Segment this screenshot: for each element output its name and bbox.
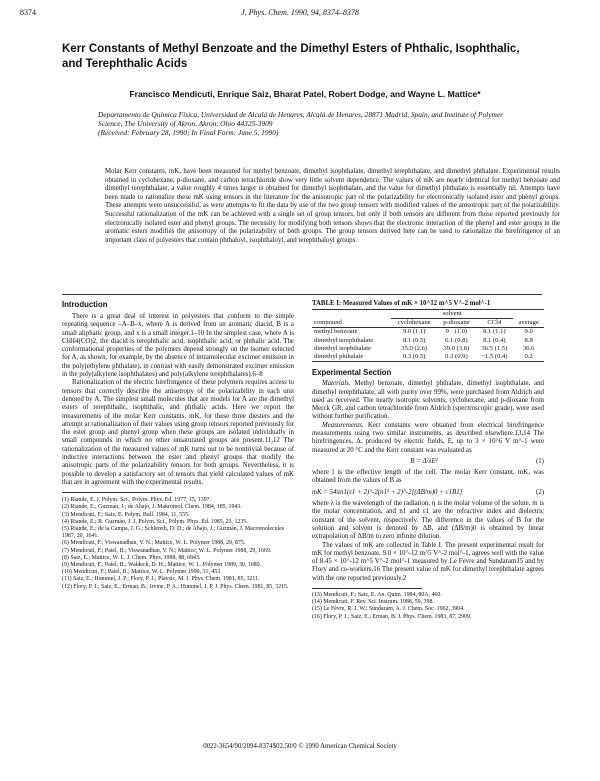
measurements-text: Kerr constants were obtained from electrical birefringence measurements using two similar instruments, as described elsewhere.13,14 The birefringences, Δ, produced by electric fields, E, up to 3 × 10^6 V m^-1 were measured at 20 °C and the Kerr constant was evaluated as	[312, 421, 544, 454]
table-cell: dimethyl terephthalate	[314, 336, 374, 344]
column-header: CCl4	[487, 319, 502, 327]
references-left	[62, 497, 294, 591]
reference: (13) Mendicuti, F.; Saiz, E. An. Quim. 1984, 80A, 460.	[312, 592, 442, 599]
right-column	[312, 300, 544, 621]
materials-text: Methyl benzoate, dimethyl phthalate, dimethyl isophthalate, and dimethyl terephthalate, all with purity over 99%, were purchased from Aldrich and used as received. The nearly isotropic solvents, cyclohexane, and p-dioxane from Merck GR, and carbon tetrachloride from Aldrich (spectroscopic grade), were used without further purification.	[312, 380, 544, 421]
equation-2-number: (2)	[535, 488, 544, 496]
reference: (4) Riande, E.; R. Guzmán, J. J. Polym. Sci., Polym. Phys. Ed. 1985, 23, 1235.	[62, 518, 248, 525]
table-cell: 8.1 (0.4)	[483, 336, 506, 344]
received-dates: (Received: February 28, 1990; In Final Form: June 5, 1990)	[98, 128, 279, 138]
table-cell: 6.1 (0.8)	[445, 336, 468, 344]
reference: (6) Mendicuti, F.; Viswanadhan, V. N.; Mattice, W. L. Polymer 1988, 29, 875.	[62, 540, 246, 547]
table-cell: methyl benzoate	[314, 328, 358, 336]
equation-1	[312, 458, 544, 466]
article-title: Kerr Constants of Methyl Benzoate and the Dimethyl Esters of Phthalic, Isophthalic, and Terephthalic Acids	[62, 43, 520, 70]
table-row	[312, 328, 544, 336]
page-number: 8374	[20, 8, 36, 17]
table-header-row	[312, 310, 544, 319]
intro-paragraph-1: There is a great deal of interest in polyesters that conform to the simple repeating sequence –A–B–x, where A is derived from an aromatic diacid, B is a small aliphatic group, and x is a small integer.1–10 In the simplest case, where A is C6H4(CO)2, the diacid is terephthalic acid, isophthalic acid, or phthalic acid. The conformational properties of the polymers depend strongly on the isomer selected for A, as shown, for example, by the absence of intramolecular excimer emission in the poly(ethylene phthalate), in contrast with easily demonstrated excimer emission in the poly(alkylene isophthalates) and poly(alkylene terephthalates).6–8	[62, 313, 294, 379]
column-header: compound	[314, 318, 342, 326]
affiliation	[98, 110, 518, 138]
footnote-rule	[312, 588, 422, 589]
materials-paragraph	[312, 380, 544, 421]
equation-2	[312, 489, 544, 497]
table-cell: 8.8	[524, 336, 533, 344]
table-cell: 36.5 (1.5)	[481, 344, 508, 352]
affiliation-text: Departamento de Química Física, Universidad de Alcalá de Henares, Alcalá de Henares, 28871 Madrid, Spain, and Institute of Polymer Science, The University of Akron, Akron, Ohio 44325-3909	[98, 110, 503, 129]
table-cell: dimethyl isophthalate	[314, 344, 371, 352]
column-header: average	[518, 318, 539, 326]
reference: (8) Saiz, E.; Mattice, W. L. J. Chem. Phys. 1988, 88, 6843.	[62, 554, 201, 561]
experimental-body	[312, 380, 544, 583]
equation-1-text: B = Δ/λE²	[410, 457, 438, 465]
table-cell: 8.1 (1.1)	[483, 328, 506, 336]
after-eq1-text: where l is the effective length of the cell. The molar Kerr constant, mK, was obtained from the values of B as	[312, 469, 544, 485]
table-cell: 9 · (1.0)	[445, 328, 468, 336]
reference: (12) Flory, P. J.; Saiz, E.; Erman, B.; Irvine, P. A.; Hummel, J. P. J. Phys. Chem. 1981, 85, 3215.	[62, 583, 289, 590]
left-column	[62, 300, 294, 591]
reference: (5) Riande, E.; de la Campa, J. G.; Schlereth, D. D.; de Abajo, J.; Guzmán, J. Macromolecules 1987, 20, 1641.	[62, 526, 285, 540]
table-row	[312, 353, 544, 361]
table-row	[312, 337, 544, 345]
measurements-label: Measurements.	[322, 421, 364, 429]
table-cell: dimethyl phthalate	[314, 353, 364, 361]
footnote-rule	[62, 492, 172, 493]
table-cell: 35.0 (2.6)	[401, 344, 428, 352]
table-cell: 36.6	[522, 344, 535, 352]
references-right	[312, 592, 544, 621]
reference: (7) Mendicuti, F.; Patel, B.; Viswanadhan, V. N.; Mattice, W. L. Polymer 1988, 29, 1669.	[62, 547, 272, 554]
reference: (2) Riande, E.; Guzmán, J.; de Abajo, J. Makromol. Chem. 1984, 185, 1943.	[62, 504, 242, 511]
table-header-row	[312, 319, 544, 328]
intro-paragraph-2: Rationalization of the electric birefringence of these polymers requires access to tensors that correctly describe the anisotropy of the polarizability in each unit denoted by A. The simplest small molecules that are models for A are the dimethyl esters of terephthalic, isophthalic, and phthalic acids. Here we report the measurements of the molar Kerr constants, mK, for these three diesters and the attempt at rationalization of their values using group tensors reported previously for the ester group and phenyl group when these groups are isolated individually in small compounds in which no other unsaturated groups are present.11,12 The rationalization of the measured values of mK turns out to be nontrivial because of inductive interactions between the ester and phenyl groups that modify the anisotropic parts of the polarizability tensors for both groups. Nevertheless, it is possible to develop a satisfactory set of tensors that yield calculated values of mK that are in agreement with the experimental results.	[62, 379, 294, 486]
reference: (11) Saiz, E.; Hummel, J. P.; Flory, P. J.; Plavsic, M. J. Phys. Chem. 1981, 85, 3211.	[62, 576, 260, 583]
table-cell: 39.0 (3.8)	[443, 344, 470, 352]
copyright-footer: 0022-3654/90/2094-8374$02.50/0 © 1990 American Chemical Society	[203, 743, 397, 750]
introduction-body	[62, 313, 294, 487]
reference: (14) Mendicuti, F. Rev. Sci. Instrum. 1988, 59, 398.	[312, 599, 434, 606]
reference: (1) Riande, E. J. Polym. Sci., Polym. Phys. Ed. 1977, 15, 1397.	[62, 497, 212, 504]
table-cell: 0.3 (0.9)	[445, 353, 468, 361]
after-eq2-text: where λ is the wavelength of the radiation, η is the molar volume of the solute, m is the molar concentration, and n1 and ε1 are the refractive index and dielectric constant of the solvent, respectively. The difference in the values of B for the solution and solvent is denoted by ΔB, and (ΔB/m)0 is obtained by linear extrapolation of ΔB/m to zero infinite dilution.	[312, 500, 544, 541]
kerr-constants-table	[312, 310, 544, 361]
column-header: p-dioxane	[443, 319, 470, 327]
equation-1-number: (1)	[535, 457, 544, 465]
table-cell: −1.5 (0.4)	[481, 353, 508, 361]
table-cell: 0.2	[524, 353, 533, 361]
reference: (10) Mendicuti, F.; Patel, B.; Mattice, W. L. Polymer 1990, 31, 453.	[62, 569, 222, 576]
solvent-header: solvent	[391, 310, 513, 319]
results-paragraph: The values of mK are collected in Table I. The present experimental result for mK for methyl benzoate, 9.0 × 10^-12 m^5 V^-2 mol^-1, agrees well with the value of 8.45 × 10^-12 m^5 V^-2 mol^-1 measured by Le Fevre and Sundaram15 and by Flory and co-workers.16 The present value of mK for dimethyl terephthalate agrees with the one reported previously.2	[312, 541, 544, 582]
table-row	[312, 345, 544, 353]
journal-citation: J. Phys. Chem. 1990, 94, 8374–8378	[241, 8, 359, 17]
abstract: Molar Kerr constants, mK, have been measured for methyl benzoate, dimethyl isophthalate, dimethyl terephthalate, and dimethyl phthalate. Experimental results obtained in cyclohexane, p-dioxane, and carbon tetrachloride show very little solvent dependence. The values of mK are nearly identical for methyl benzoate and dimethyl terephthalate, a value roughly 4 times larger is obtained for dimethyl isophthalate, and the value for dimethyl phthalate is essentially nil. Attempts have been made to rationalize these mK using tensors in the literature for the anisotropic part of the polarizability for electronically isolated ester and phenyl groups. These attempts were unsuccessful, as were attempts to fit the data by use of the two group tensors with modified values of the anisotropic part of the polarizability. Successful rationalization of the mK can be achieved with a single set of group tensors, but only if both tensors are different from those reported previously for electronically isolated ester and phenyl groups. The necessity for modifying both tensors shows that the electronic interaction of the phenyl and ester groups in the aromatic esters modifies the anisotropy of the polarizability of both groups. The group tensors derived here can be used to rationalize the birefringence of an important class of polyesters that contain phthaloyl, isophthaloyl, and terephthaloyl groups.	[105, 168, 560, 244]
equation-2-text: mK = 54πn1(ε1 + 2)^-2(n1² + 2)^-2[(ΔB/m)0 + c1B1]	[312, 488, 463, 496]
reference: (3) Mendicuti, F.; Saiz, E. Polym. Bull. 1984, 11, 555.	[62, 511, 190, 518]
authors: Francisco Mendicuti, Enrique Saiz, Bharat Patel, Robert Dodge, and Wayne L. Mattice*	[129, 89, 481, 99]
table-caption: TABLE I: Measured Values of mK × 10^12 m^5 V^-2 mol^-1	[312, 300, 491, 307]
reference: (15) Le Fèvre, R. J. W.; Sundaram, A. J. Chem. Soc. 1962, 3904.	[312, 606, 465, 613]
measurements-paragraph	[312, 422, 544, 455]
section-divider	[62, 294, 542, 295]
introduction-heading: Introduction	[62, 300, 108, 309]
experimental-heading: Experimental Section	[312, 368, 392, 378]
reference: (16) Flory, P. J.; Saiz, E.; Erman, B. J. Phys. Chem. 1983, 87, 2909.	[312, 613, 472, 620]
column-header: cyclohexane	[397, 319, 431, 327]
materials-label: Materials.	[322, 380, 351, 388]
table-bottom-rule	[312, 361, 544, 362]
reference: (9) Mendicuti, F.; Patel, B.; Waldeck, D. H.; Mattice, W. L. Polymer 1989, 30, 1680.	[62, 562, 262, 569]
table-cell: 0.3 (0.5)	[402, 353, 426, 361]
table-cell: 9.0 (1.1)	[402, 328, 426, 336]
table-cell: 9.0	[524, 328, 533, 336]
table-cell: 8.1 (0.5)	[402, 336, 426, 344]
